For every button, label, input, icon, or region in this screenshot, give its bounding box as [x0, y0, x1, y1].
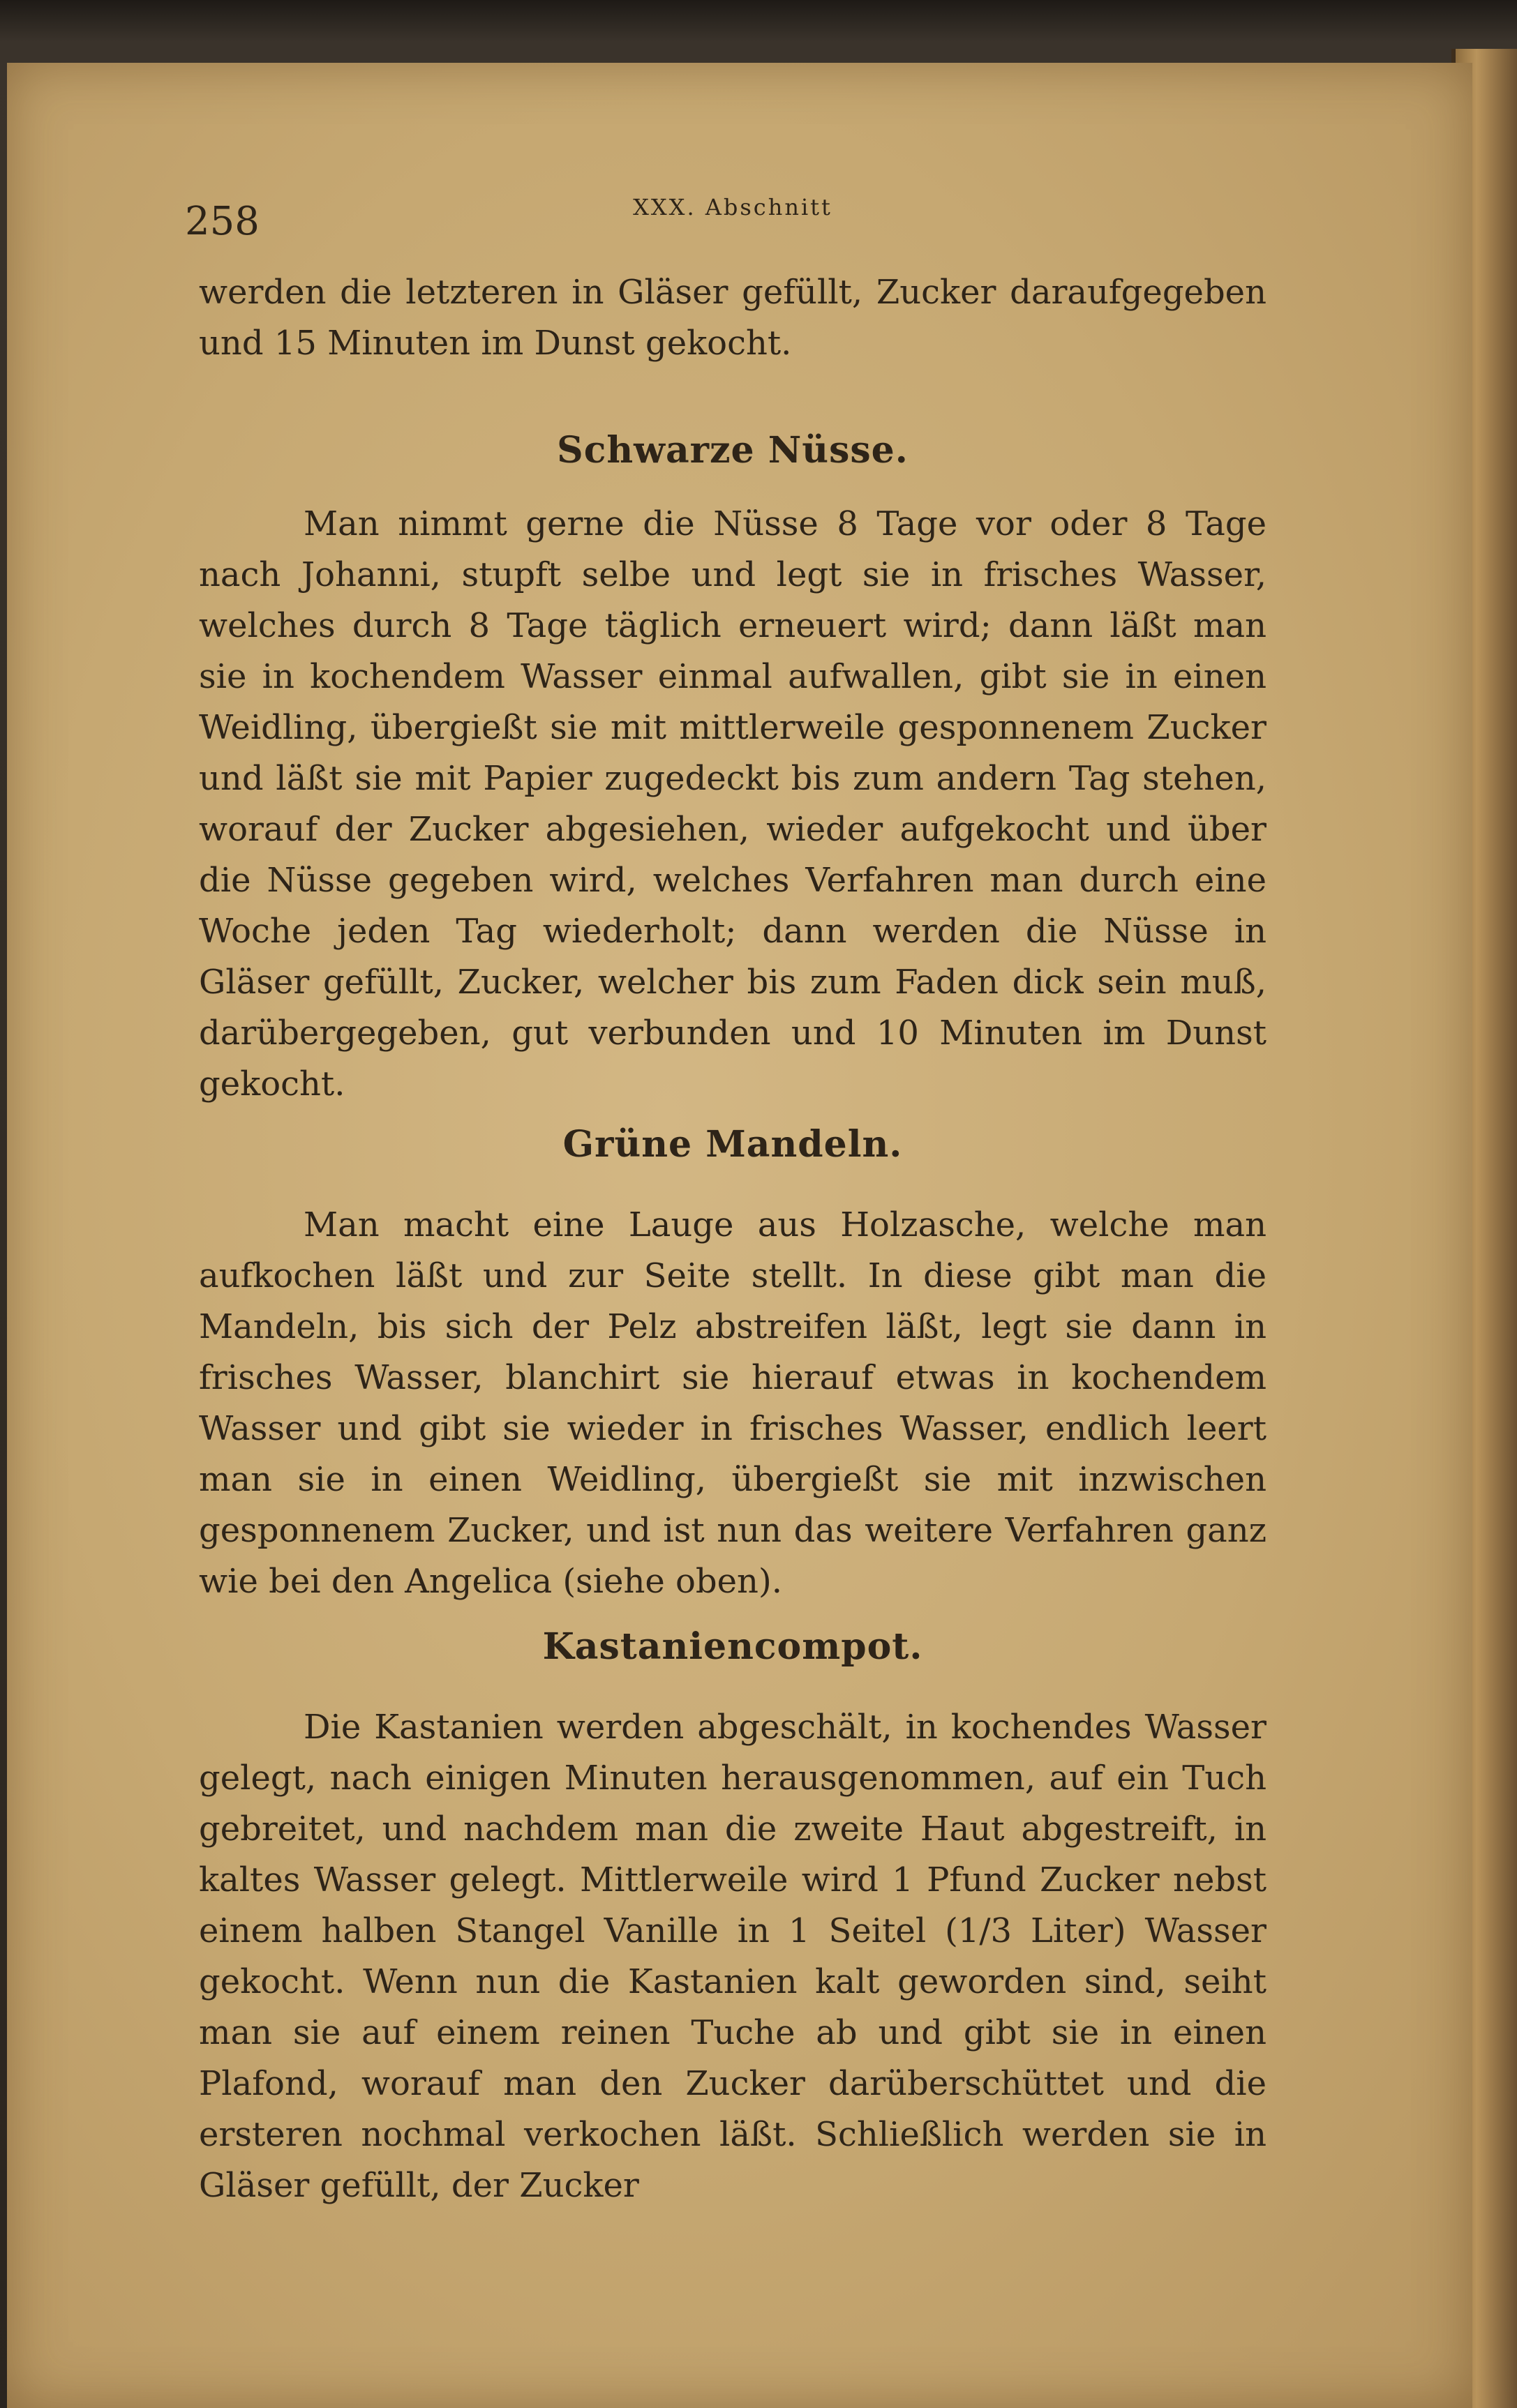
heading-schwarze-nuesse: Schwarze Nüsse. — [557, 429, 909, 472]
heading-gruene-mandeln: Grüne Mandeln. — [562, 1123, 903, 1166]
heading-kastaniencompot: Kastaniencompot. — [542, 1625, 923, 1668]
paragraph-kastaniencompot: Die Kastanien werden abgeschält, in kochendes Wasser gelegt, nach einigen Minuten herausgenommen, auf ein Tuch gebreitet, und nachdem man die zweite Haut abgestreift, in kaltes Wasser gelegt. Mittlerweile wird 1 Pfund Zucker nebst einem halben Stangel Vanille in 1 Seitel (1/3 Liter) Wasser gekocht. Wenn nun die Kastanien kalt geworden sind, seiht man sie auf einem reinen Tuche ab und gibt sie in einen Plafond, worauf man den Zucker darüberschüttet und die ersteren nochmal verkochen läßt. Schließlich werden sie in Gläser gefüllt, der Zucker — [199, 1708, 1266, 2205]
paragraph-intro: werden die letzteren in Gläser gefüllt, Zucker daraufgegeben und 15 Minuten im Dunst gekocht. — [199, 273, 1266, 363]
paragraph-gruene-mandeln: Man macht eine Lauge aus Holzasche, welche man aufkochen läßt und zur Seite stellt. In diese gibt man die Mandeln, bis sich der Pelz abstreifen läßt, legt sie dann in frisches Wasser, blanchirt sie hierauf etwas in kochendem Wasser und gibt sie wieder in frisches Wasser, endlich leert man sie in einen Weidling, übergießt sie mit inzwischen gesponnenem Zucker, und ist nun das weitere Verfahren ganz wie bei den Angelica (siehe oben). — [199, 1205, 1266, 1601]
paragraph-schwarze-nuesse: Man nimmt gerne die Nüsse 8 Tage vor oder 8 Tage nach Johanni, stupft selbe und legt sie in frisches Wasser, welches durch 8 Tage täglich erneuert wird; dann läßt man sie in kochendem Wasser einmal aufwallen, gibt sie in einen Weidling, übergießt sie mit mittlerweile gesponnenem Zucker und läßt sie mit Papier zugedeckt bis zum andern Tag stehen, worauf der Zucker abgesiehen, wieder aufgekocht und über die Nüsse gegeben wird, welches Verfahren man durch eine Woche jeden Tag wiederholt; dann werden die Nüsse in Gläser gefüllt, Zucker, welcher bis zum Faden dick sein muß, darübergegeben, gut verbunden und 10 Minuten im Dunst gekocht. — [199, 504, 1266, 1104]
page-number: 258 — [185, 199, 260, 244]
running-head: XXX. Abschnitt — [633, 194, 832, 220]
